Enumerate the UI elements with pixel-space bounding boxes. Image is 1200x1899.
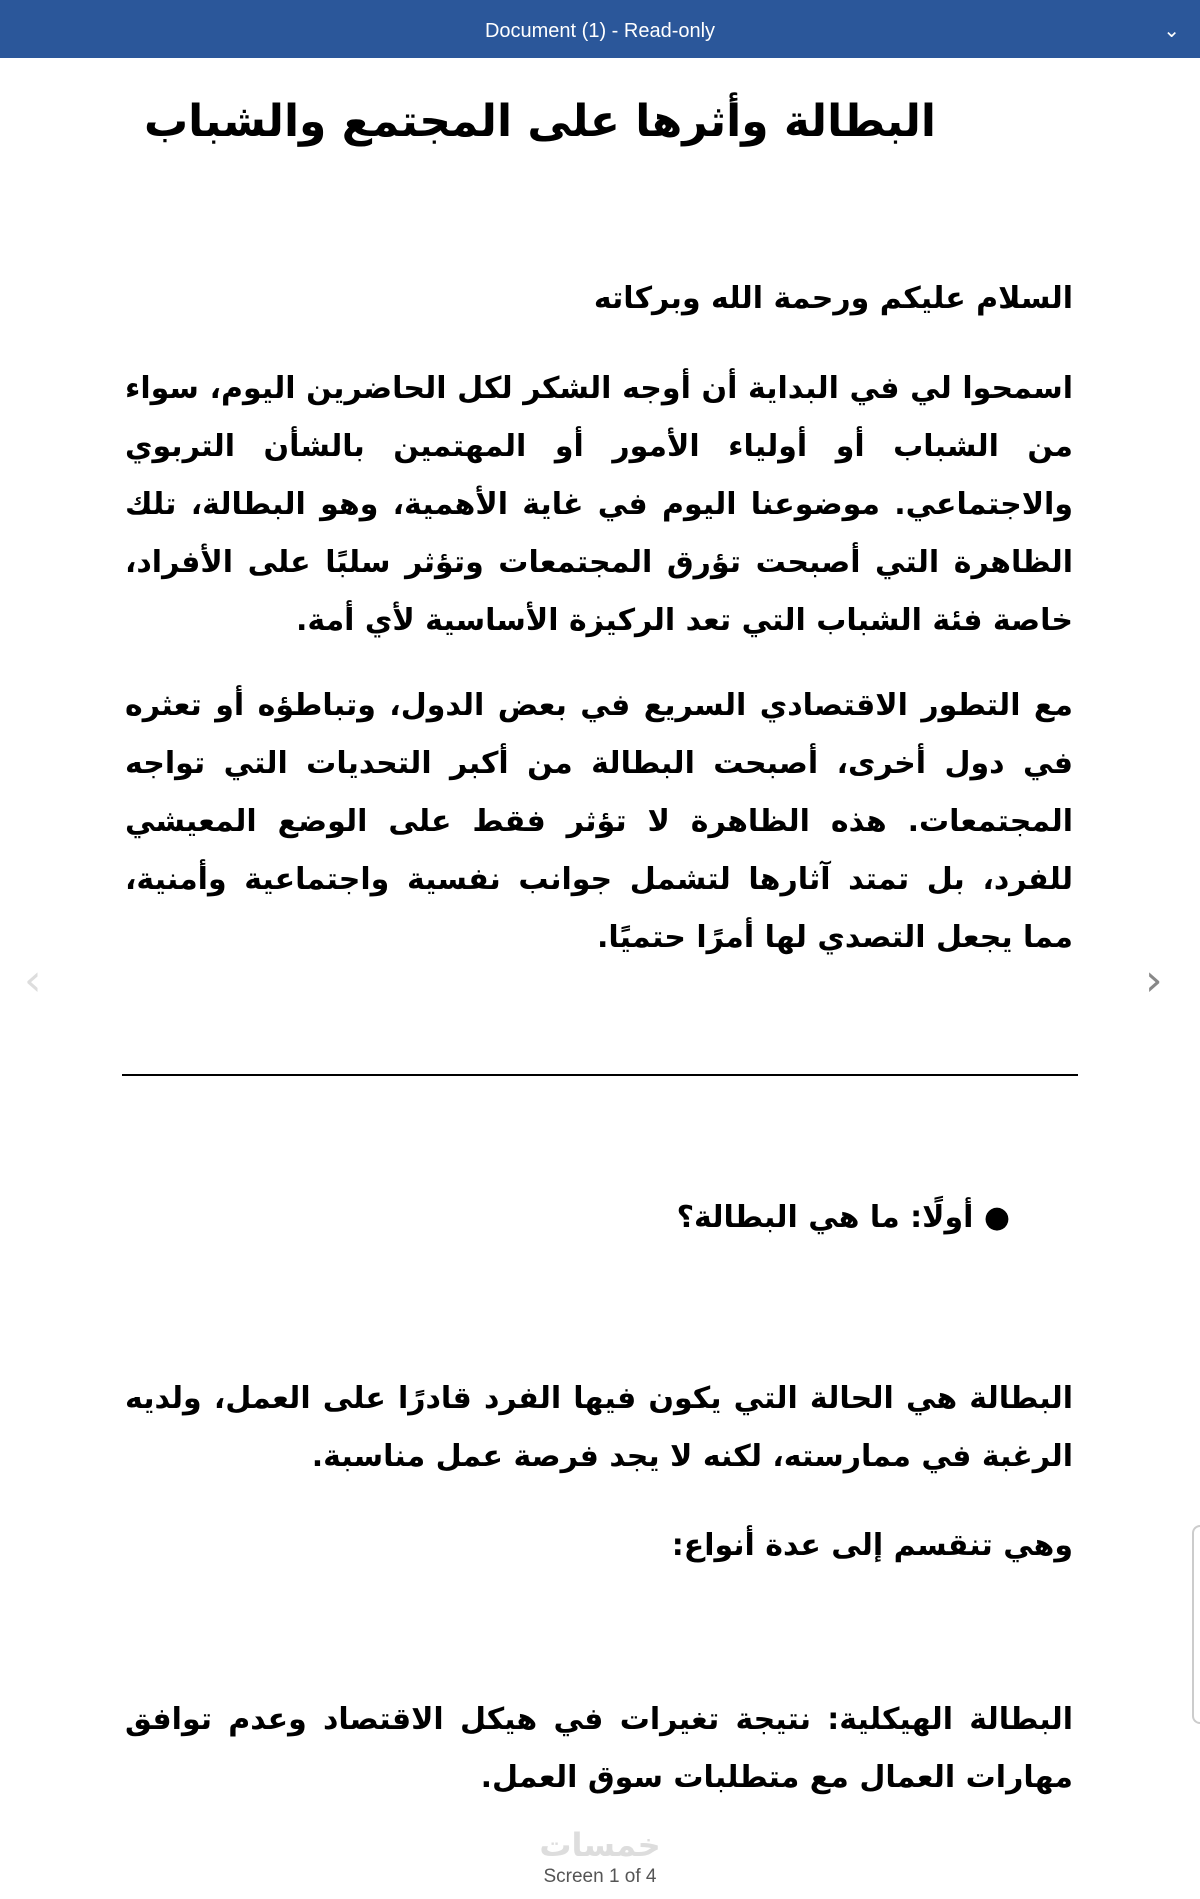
- paragraph-context: مع التطور الاقتصادي السريع في بعض الدول، وتباطؤه أو تعثره في دول أخرى، أصبحت البطالة من أكبر التحديات التي تواجه المجتمعات. هذه الظاهرة لا تؤثر فقط على الوضع المعيشي للفرد، بل تمتد آثارها لتشمل جوانب نفسية واجتماعية وأمنية، مما يجعل التصدي لها أمرًا حتميًا.: [125, 688, 1073, 955]
- document-title: Document (1) - Read-only: [484, 20, 716, 42]
- divider: [122, 1074, 1078, 1076]
- paragraph-structural: البطالة الهيكلية: نتيجة تغيرات في هيكل الاقتصاد وعدم توافق مهارات العمال مع متطلبات سوق العمل.: [125, 1702, 1073, 1795]
- screen-indicator: Screen 1 of 4: [543, 1866, 657, 1887]
- next-page-icon[interactable]: ›: [1145, 955, 1163, 1006]
- bullet-icon: ●: [973, 1200, 1010, 1235]
- app-header: [0, 0, 1200, 58]
- bullet-text: أولًا: ما هي البطالة؟: [676, 1200, 974, 1235]
- paragraph-intro: اسمحوا لي في البداية أن أوجه الشكر لكل الحاضرين اليوم، سواء من الشباب أو أولياء الأمور أو المهتمين بالشأن التربوي والاجتماعي. موضوعنا اليوم في غاية الأهمية، وهو البطالة، تلك الظاهرة التي أصبحت تؤرق المجتمعات وتؤثر سلبًا على الأفراد، خاصة فئة الشباب التي تعد الركيزة الأساسية لأي أمة.: [125, 371, 1073, 638]
- greeting: السلام عليكم ورحمة الله وبركاته: [593, 281, 1073, 316]
- paragraph-definition: البطالة هي الحالة التي يكون فيها الفرد قادرًا على العمل، ولديه الرغبة في ممارسته، لكنه لا يجد فرصة عمل مناسبة.: [125, 1381, 1073, 1474]
- bullet-heading: [600, 1200, 1010, 1235]
- scrollbar[interactable]: [1192, 1525, 1200, 1724]
- page-title: البطالة وأثرها على المجتمع والشباب: [143, 96, 937, 147]
- watermark-logo: خمسات: [539, 1826, 661, 1864]
- chevron-down-icon[interactable]: ⌄: [1163, 18, 1180, 42]
- paragraph-types: وهي تنقسم إلى عدة أنواع:: [671, 1528, 1073, 1563]
- previous-page-icon[interactable]: ‹: [24, 955, 42, 1006]
